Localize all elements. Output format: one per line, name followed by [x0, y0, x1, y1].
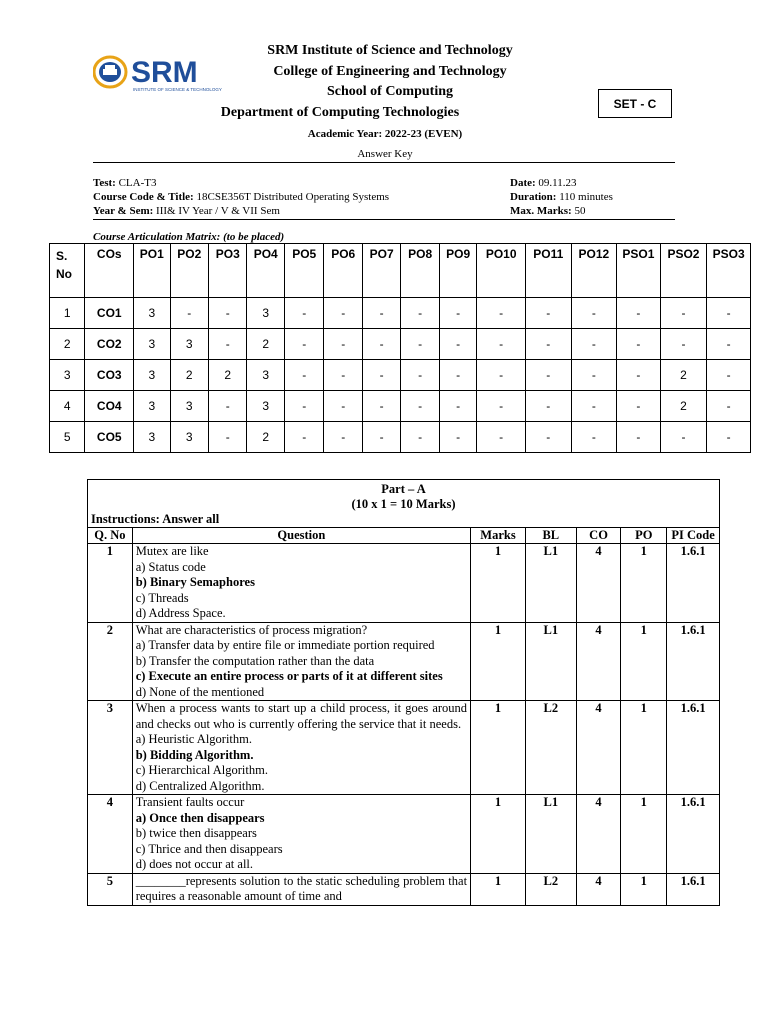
matrix-cell: 3: [50, 360, 85, 391]
matrix-header-6: PO5: [284, 244, 324, 298]
question-marks: 1: [471, 873, 526, 905]
matrix-row: [50, 329, 751, 360]
matrix-header-4: PO3: [209, 244, 247, 298]
question-row: [88, 873, 720, 905]
question-text: [132, 701, 470, 795]
question-text: [132, 544, 470, 623]
matrix-cell: -: [617, 298, 661, 329]
question-marks: 1: [471, 622, 526, 701]
option: d) Address Space.: [135, 606, 226, 620]
matrix-cell: -: [525, 422, 571, 453]
question-marks: 1: [471, 701, 526, 795]
matrix-cell: -: [401, 422, 439, 453]
matrix-header-8: PO7: [362, 244, 400, 298]
question-co: 4: [576, 701, 621, 795]
matrix-cell: 3: [134, 422, 170, 453]
matrix-cell: 2: [660, 391, 707, 422]
set-label: SET - C: [598, 89, 672, 118]
matrix-cell: CO5: [85, 422, 134, 453]
part-a-header: [88, 480, 720, 528]
option: c) Hierarchical Algorithm.: [135, 763, 268, 777]
logo-text: SRM: [131, 56, 198, 89]
school-name: School of Computing: [326, 84, 454, 99]
question-po: 1: [621, 701, 667, 795]
matrix-cell: 3: [134, 298, 170, 329]
question-pi: 1.6.1: [667, 544, 720, 623]
matrix-row: [50, 298, 751, 329]
question-text: [132, 795, 470, 874]
matrix-cell: -: [324, 391, 362, 422]
matrix-cell: -: [707, 298, 751, 329]
matrix-cell: -: [660, 422, 707, 453]
matrix-cell: -: [324, 422, 362, 453]
matrix-cell: -: [707, 391, 751, 422]
matrix-header-12: PO11: [525, 244, 571, 298]
matrix-cell: -: [362, 329, 400, 360]
part-a-instructions: Instructions: Answer all: [91, 512, 220, 526]
part-a-table: [87, 479, 720, 906]
question-pi: 1.6.1: [667, 795, 720, 874]
matrix-cell: 3: [170, 422, 208, 453]
matrix-cell: 2: [209, 360, 247, 391]
matrix-header-10: PO9: [439, 244, 476, 298]
question-co: 4: [576, 622, 621, 701]
meta-course: Course Code & Title: 18CSE356T Distributed Operating Systems: [93, 191, 390, 203]
matrix-header-1: COs: [85, 244, 134, 298]
matrix-cell: 2: [170, 360, 208, 391]
question-co: 4: [576, 795, 621, 874]
matrix-row: [50, 422, 751, 453]
matrix-cell: -: [525, 329, 571, 360]
question-co: 4: [576, 544, 621, 623]
option: b) Transfer the computation rather than the data: [135, 653, 375, 668]
matrix-cell: CO3: [85, 360, 134, 391]
matrix-cell: 2: [660, 360, 707, 391]
question-pi: 1.6.1: [667, 873, 720, 905]
question-number: 5: [88, 873, 133, 905]
matrix-header-16: PSO3: [707, 244, 751, 298]
matrix-cell: 3: [247, 391, 284, 422]
matrix-caption: Course Articulation Matrix: (to be placed): [93, 231, 285, 243]
matrix-header-13: PO12: [571, 244, 617, 298]
question-row: [88, 701, 720, 795]
part-a-title: Part – A: [381, 482, 426, 496]
matrix-cell: -: [707, 329, 751, 360]
matrix-header-5: PO4: [247, 244, 284, 298]
matrix-cell: 3: [170, 391, 208, 422]
question-bl: L2: [525, 701, 576, 795]
option: c) Thrice and then disappears: [135, 841, 283, 856]
col-bl: BL: [525, 528, 576, 544]
matrix-cell: -: [571, 422, 617, 453]
question-co: 4: [576, 873, 621, 905]
question-marks: 1: [471, 544, 526, 623]
question-bl: L2: [525, 873, 576, 905]
matrix-row: [50, 360, 751, 391]
matrix-cell: -: [617, 422, 661, 453]
question-stem: Transient faults occur: [135, 795, 245, 809]
question-pi: 1.6.1: [667, 701, 720, 795]
doc-type: Answer Key: [357, 148, 413, 160]
col-question: Question: [132, 528, 470, 544]
option: d) does not occur at all.: [135, 857, 254, 871]
matrix-cell: -: [401, 360, 439, 391]
question-po: 1: [621, 873, 667, 905]
matrix-cell: 3: [247, 360, 284, 391]
matrix-cell: -: [477, 298, 526, 329]
meta-duration: Duration: 110 minutes: [510, 191, 613, 203]
question-bl: L1: [525, 622, 576, 701]
question-marks: 1: [471, 795, 526, 874]
matrix-cell: -: [617, 329, 661, 360]
question-row: [88, 795, 720, 874]
option: d) None of the mentioned: [135, 684, 265, 699]
matrix-cell: -: [324, 298, 362, 329]
question-po: 1: [621, 544, 667, 623]
meta-year: Year & Sem: III& IV Year / V & VII Sem: [93, 205, 280, 217]
option: d) Centralized Algorithm.: [135, 778, 265, 793]
correct-option: b) Bidding Algorithm.: [135, 747, 254, 762]
matrix-cell: CO2: [85, 329, 134, 360]
question-pi: 1.6.1: [667, 622, 720, 701]
matrix-cell: 3: [134, 360, 170, 391]
matrix-cell: -: [707, 360, 751, 391]
option: a) Status code: [135, 559, 206, 574]
matrix-cell: -: [707, 422, 751, 453]
matrix-cell: -: [571, 329, 617, 360]
question-po: 1: [621, 795, 667, 874]
question-stem: When a process wants to start up a child process, it goes around and checks out who is currently offering the service that it needs.: [135, 701, 468, 731]
matrix-cell: CO1: [85, 298, 134, 329]
part-a-header-row: [88, 528, 720, 544]
matrix-cell: 3: [170, 329, 208, 360]
matrix-cell: -: [209, 422, 247, 453]
matrix-cell: -: [660, 298, 707, 329]
academic-year: Academic Year: 2022-23 (EVEN): [307, 128, 463, 140]
matrix-cell: 3: [134, 391, 170, 422]
matrix-cell: -: [439, 298, 476, 329]
matrix-cell: -: [477, 329, 526, 360]
matrix-cell: -: [209, 298, 247, 329]
matrix-cell: -: [362, 298, 400, 329]
institute-name: SRM Institute of Science and Technology: [267, 43, 513, 58]
matrix-cell: -: [571, 360, 617, 391]
logo-subtext: INSTITUTE OF SCIENCE & TECHNOLOGY: [133, 87, 222, 92]
question-text: [132, 622, 470, 701]
matrix-header-15: PSO2: [660, 244, 707, 298]
department-name: Department of Computing Technologies: [220, 105, 460, 120]
matrix-cell: -: [362, 391, 400, 422]
matrix-header-9: PO8: [401, 244, 439, 298]
matrix-cell: -: [170, 298, 208, 329]
question-po: 1: [621, 622, 667, 701]
matrix-header-7: PO6: [324, 244, 362, 298]
col-marks: Marks: [471, 528, 526, 544]
col-co: CO: [576, 528, 621, 544]
question-bl: L1: [525, 795, 576, 874]
divider-top: [93, 162, 675, 163]
correct-option: b) Binary Semaphores: [135, 575, 255, 589]
matrix-cell: -: [401, 298, 439, 329]
question-number: 4: [88, 795, 133, 874]
matrix-cell: -: [362, 360, 400, 391]
matrix-cell: 1: [50, 298, 85, 329]
option: c) Threads: [135, 590, 189, 605]
matrix-cell: -: [362, 422, 400, 453]
matrix-cell: 2: [247, 329, 284, 360]
matrix-cell: -: [284, 360, 324, 391]
matrix-cell: -: [571, 391, 617, 422]
matrix-header-3: PO2: [170, 244, 208, 298]
matrix-cell: 3: [134, 329, 170, 360]
col-qno: Q. No: [88, 528, 133, 544]
meta-max-marks: Max. Marks: 50: [510, 205, 586, 217]
meta-date: Date: 09.11.23: [510, 177, 577, 189]
divider-meta: [93, 219, 675, 220]
matrix-header-row: [50, 244, 751, 298]
option: a) Heuristic Algorithm.: [135, 732, 252, 746]
matrix-cell: -: [284, 422, 324, 453]
matrix-cell: -: [324, 360, 362, 391]
matrix-cell: 2: [50, 329, 85, 360]
question-stem: ________represents solution to the static scheduling problem that requires a reasonable amount of time and: [135, 873, 468, 903]
option: a) Transfer data by entire file or immediate portion required: [135, 638, 435, 652]
matrix-cell: -: [617, 391, 661, 422]
matrix-cell: 4: [50, 391, 85, 422]
matrix-cell: CO4: [85, 391, 134, 422]
matrix-cell: -: [209, 329, 247, 360]
matrix-cell: -: [439, 422, 476, 453]
college-name: College of Engineering and Technology: [273, 64, 507, 79]
matrix-cell: -: [477, 391, 526, 422]
matrix-cell: -: [477, 422, 526, 453]
matrix-cell: -: [477, 360, 526, 391]
question-stem: What are characteristics of process migration?: [135, 622, 368, 637]
question-row: [88, 544, 720, 623]
question-text: [132, 873, 470, 905]
matrix-header-2: PO1: [134, 244, 170, 298]
matrix-cell: -: [401, 329, 439, 360]
matrix-cell: -: [617, 360, 661, 391]
question-bl: L1: [525, 544, 576, 623]
matrix-cell: -: [571, 298, 617, 329]
matrix-cell: -: [284, 329, 324, 360]
matrix-cell: -: [324, 329, 362, 360]
matrix-cell: -: [284, 298, 324, 329]
matrix-header-0: S. No: [50, 244, 85, 298]
col-po: PO: [621, 528, 667, 544]
srm-emblem-icon: [94, 57, 126, 87]
correct-option: a) Once then disappears: [135, 810, 265, 825]
matrix-cell: -: [525, 360, 571, 391]
matrix-cell: 5: [50, 422, 85, 453]
question-number: 3: [88, 701, 133, 795]
matrix-cell: -: [439, 329, 476, 360]
matrix-cell: 2: [247, 422, 284, 453]
option: b) twice then disappears: [135, 826, 257, 840]
matrix-cell: -: [439, 360, 476, 391]
matrix-cell: 3: [247, 298, 284, 329]
part-a-marks: (10 x 1 = 10 Marks): [351, 497, 456, 511]
matrix-row: [50, 391, 751, 422]
question-row: [88, 622, 720, 701]
matrix-cell: -: [525, 298, 571, 329]
matrix-header-11: PO10: [477, 244, 526, 298]
matrix-cell: -: [525, 391, 571, 422]
question-number: 1: [88, 544, 133, 623]
matrix-header-14: PSO1: [617, 244, 661, 298]
question-stem: Mutex are like: [135, 544, 209, 558]
matrix-cell: -: [660, 329, 707, 360]
matrix-cell: -: [401, 391, 439, 422]
question-number: 2: [88, 622, 133, 701]
col-pi: PI Code: [667, 528, 720, 544]
correct-option: c) Execute an entire process or parts of it at different sites: [135, 669, 443, 683]
meta-test: Test: CLA-T3: [93, 177, 157, 189]
course-articulation-matrix: [49, 243, 751, 453]
matrix-cell: -: [209, 391, 247, 422]
matrix-cell: -: [439, 391, 476, 422]
matrix-cell: -: [284, 391, 324, 422]
